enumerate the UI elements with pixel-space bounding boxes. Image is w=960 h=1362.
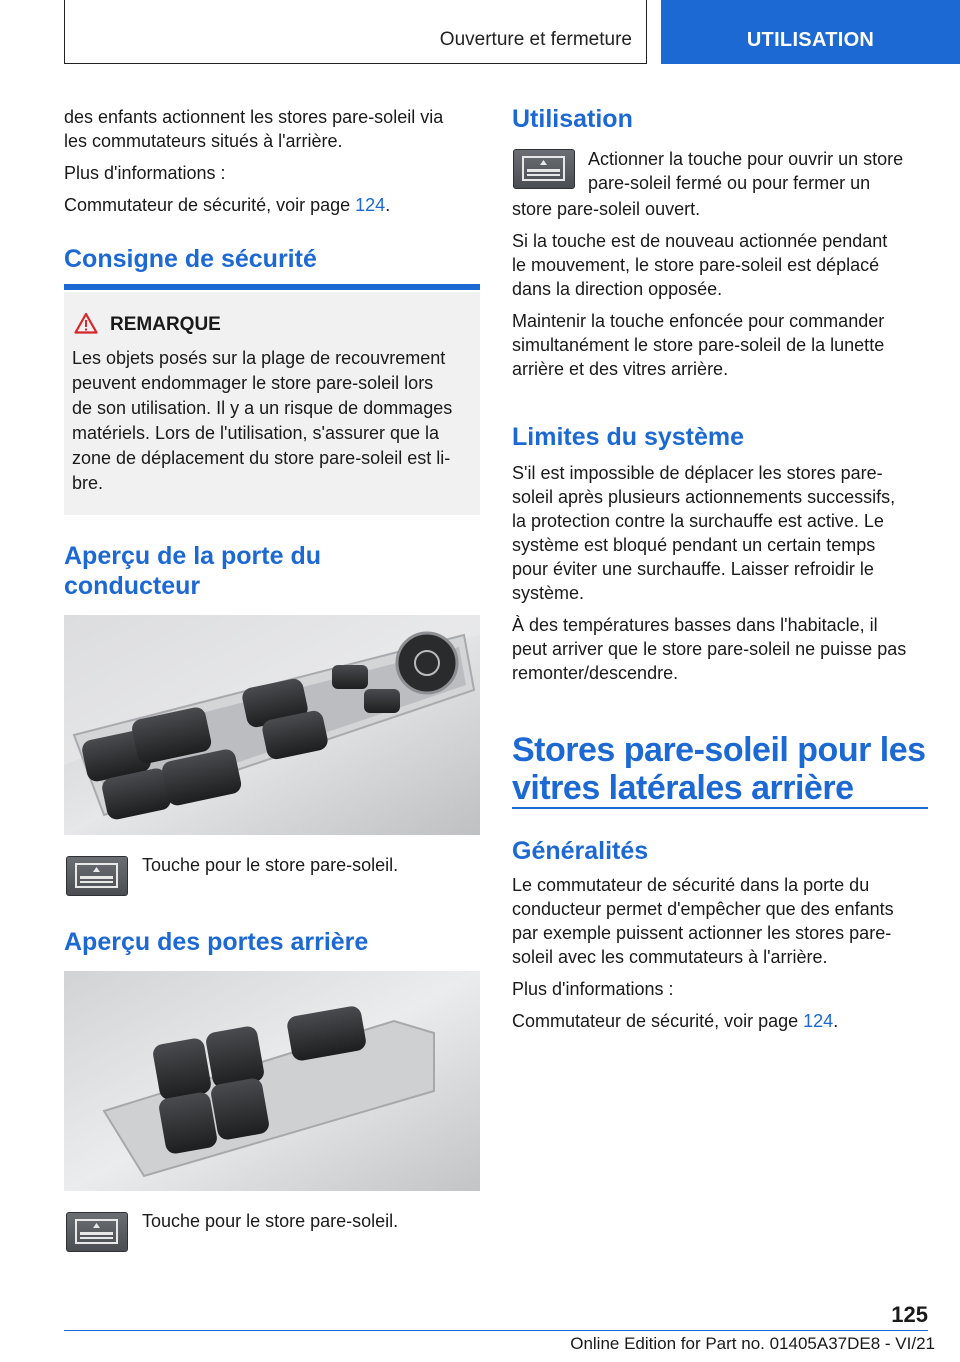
xref-text: Commutateur de sécurité, voir page [64,195,356,215]
text-line: Actionner la touche pour ouvrir un store [588,149,904,169]
more-info-label: Plus d'informations : [64,163,226,183]
sunblind-button-icon [66,1212,128,1252]
xref-end: . [385,195,391,215]
text-line: système est bloqué pendant un certain temps [512,535,876,555]
heading-line: vitres latérales arrière [512,769,854,807]
header-chapter-tab[interactable] [661,0,960,64]
driver-button-caption: Touche pour le store pare-soleil. [142,855,399,875]
text-line: par exemple puissent actionner les stores pare- [512,923,892,943]
rear-doors-heading: Aperçu des portes arrière [64,928,369,956]
driver-door-heading [64,541,484,601]
text-line: des enfants actionnent les stores pare-soleil via [64,107,444,127]
text-line: Le commutateur de sécurité dans la porte du [512,875,870,895]
header-chapter-label: UTILISATION [746,29,875,51]
left-intro [64,105,484,217]
text-line: de son utilisation. Il y a un risque de dommages [72,398,453,418]
usage-text [512,197,932,381]
xref-end: . [833,1011,839,1031]
system-limits-text [512,461,937,685]
header-section-box [64,0,647,64]
general-text [512,873,937,1033]
rear-door-photo [64,971,480,1191]
text-line: le mouvement, le store pare-soleil est déplacé [512,255,880,275]
xref-page-link[interactable]: 124 [355,195,386,215]
general-heading: Généralités [512,837,649,865]
footer-edition: Online Edition for Part no. 01405A37DE8 - VI/21 [570,1334,935,1353]
warning-notice [64,292,480,515]
text-line: système. [512,583,585,603]
heading-rule [64,284,480,290]
notice-body [72,346,477,496]
text-line: pare-soleil fermé ou pour fermer un [588,173,871,193]
safety-heading: Consigne de sécurité [64,245,317,273]
text-line: pour éviter une surchauffe. Laisser refroidir le [512,559,874,579]
chapter-heading [512,731,942,807]
rear-button-caption: Touche pour le store pare-soleil. [142,1211,399,1231]
text-line: S'il est impossible de déplacer les stores pare- [512,463,883,483]
xref-text: Commutateur de sécurité, voir page [512,1011,804,1031]
system-limits-heading: Limites du système [512,423,745,451]
notice-title: REMARQUE [110,314,221,335]
heading-line: Aperçu de la porte du [64,542,321,570]
text-line: Si la touche est de nouveau actionnée pendant [512,231,888,251]
text-line: arrière et des vitres arrière. [512,359,729,379]
warning-triangle-icon [74,312,98,339]
heading-line: conducteur [64,572,201,600]
text-line: À des températures basses dans l'habitacle, il [512,615,878,635]
chapter-rule [512,807,928,809]
text-line: simultanément le store pare-soleil de la lunette [512,335,885,355]
cross-reference [512,1009,937,1033]
sunblind-button-icon [513,149,575,189]
text-line: soleil après plusieurs actionnements successifs, [512,487,896,507]
text-line: Maintenir la touche enfoncée pour commander [512,311,885,331]
heading-line: Stores pare-soleil pour les [512,731,926,769]
more-info-label: Plus d'informations : [512,979,674,999]
footer-rule [64,1330,928,1331]
page-number: 125 [891,1302,928,1327]
text-line: Les objets posés sur la plage de recouvrement [72,348,446,368]
usage-text-a-wrapped [588,147,933,195]
driver-door-photo [64,615,480,835]
text-line: remonter/descendre. [512,663,679,683]
text-line: bre. [72,473,104,493]
header-section-title: Ouverture et fermeture [439,29,632,50]
text-line: dans la direction opposée. [512,279,723,299]
cross-reference [64,193,484,217]
text-line: les commutateurs situés à l'arrière. [64,131,343,151]
text-line: la protection contre la surchauffe est active. Le [512,511,884,531]
text-line: soleil avec les commutateurs à l'arrière. [512,947,828,967]
sunblind-button-icon [66,856,128,896]
text-line: matériels. Lors de l'utilisation, s'assurer que la [72,423,440,443]
text-line: store pare-soleil ouvert. [512,199,701,219]
xref-page-link[interactable]: 124 [803,1011,834,1031]
text-line: peut arriver que le store pare-soleil ne puisse pas [512,639,907,659]
text-line: zone de déplacement du store pare-soleil est li- [72,448,451,468]
text-line: conducteur permet d'empêcher que des enfants [512,899,894,919]
text-line: peuvent endommager le store pare-soleil lors [72,373,434,393]
usage-heading: Utilisation [512,105,633,133]
